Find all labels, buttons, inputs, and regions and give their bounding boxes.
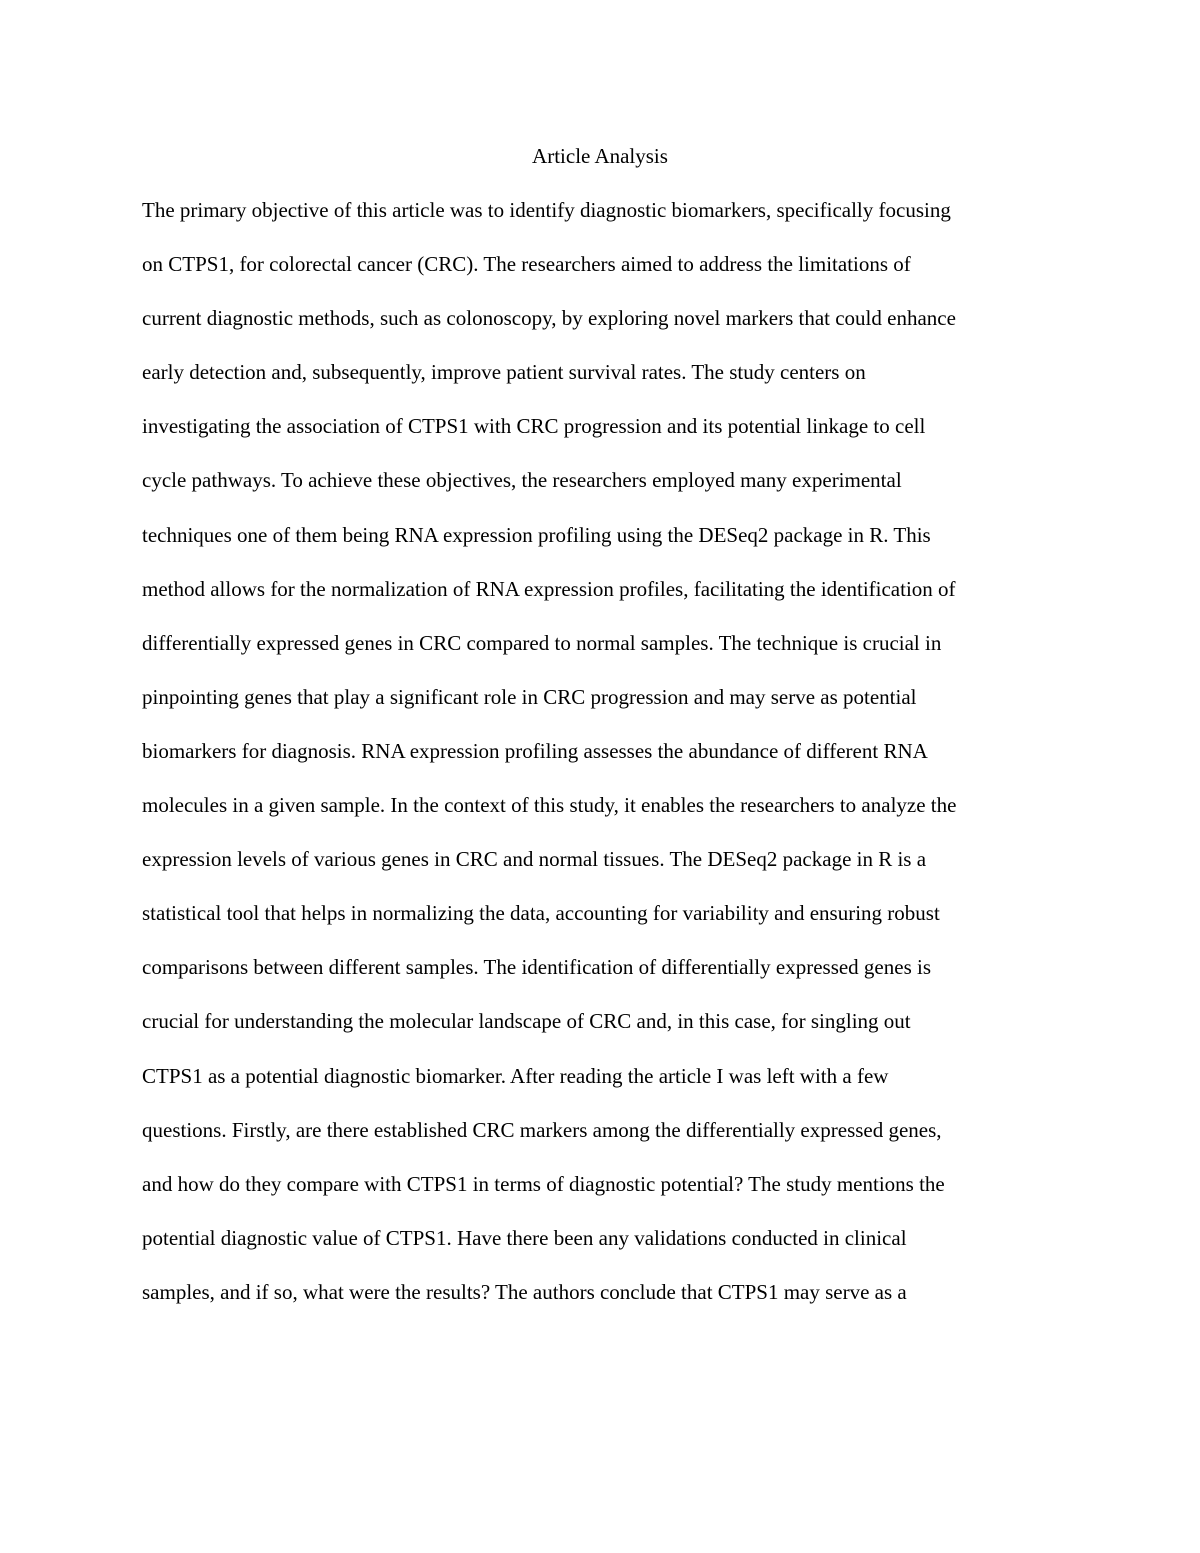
body-line: on CTPS1, for colorectal cancer (CRC). The researchers aimed to address the limitations of [142, 252, 911, 277]
body-line: pinpointing genes that play a significant role in CRC progression and may serve as potential [142, 684, 917, 709]
body-line: current diagnostic methods, such as colonoscopy, by exploring novel markers that could enhance [142, 306, 956, 331]
body-line: crucial for understanding the molecular landscape of CRC and, in this case, for singling out [142, 1009, 911, 1034]
document-body [142, 194, 1072, 1330]
document-title: Article Analysis [532, 144, 668, 168]
body-line: techniques one of them being RNA expression profiling using the DESeq2 package in R. This [142, 522, 931, 547]
body-line: differentially expressed genes in CRC compared to normal samples. The technique is crucial in [142, 630, 942, 655]
body-line: investigating the association of CTPS1 with CRC progression and its potential linkage to cell [142, 414, 926, 439]
body-line: The primary objective of this article was to identify diagnostic biomarkers, specifically focusing [142, 198, 951, 222]
body-line: cycle pathways. To achieve these objectives, the researchers employed many experimental [142, 468, 902, 493]
body-line: comparisons between different samples. The identification of differentially expressed genes is [142, 955, 932, 980]
body-line: expression levels of various genes in CRC and normal tissues. The DESeq2 package in R is a [142, 847, 927, 872]
body-line: method allows for the normalization of RNA expression profiles, facilitating the identification of [142, 576, 956, 601]
body-line: and how do they compare with CTPS1 in terms of diagnostic potential? The study mentions the [142, 1171, 945, 1196]
body-line: CTPS1 as a potential diagnostic biomarker. After reading the article I was left with a few [142, 1063, 889, 1088]
body-line: samples, and if so, what were the results? The authors conclude that CTPS1 may serve as a [142, 1279, 907, 1304]
body-line: statistical tool that helps in normalizing the data, accounting for variability and ensuring robust [142, 901, 940, 926]
body-line: biomarkers for diagnosis. RNA expression profiling assesses the abundance of different RNA [142, 738, 928, 763]
body-line: potential diagnostic value of CTPS1. Have there been any validations conducted in clinical [142, 1225, 907, 1250]
body-line: early detection and, subsequently, improve patient survival rates. The study centers on [142, 360, 866, 385]
body-line: questions. Firstly, are there established CRC markers among the differentially expressed genes, [142, 1117, 942, 1142]
body-line: molecules in a given sample. In the context of this study, it enables the researchers to analyze the [142, 793, 957, 818]
